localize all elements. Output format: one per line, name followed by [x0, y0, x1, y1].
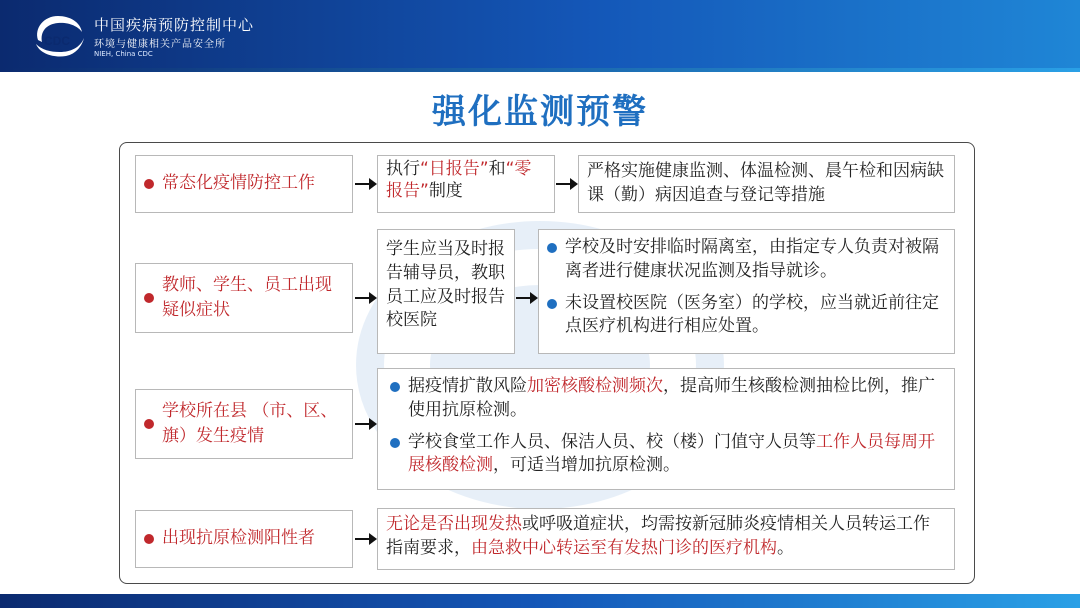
header-band: [0, 0, 1080, 72]
row2-mid-text: 学生应当及时报告辅导员，教职员工应及时报告校医院: [386, 239, 505, 331]
row1-mid-text-c: 和: [488, 159, 506, 179]
row4-right-b: 或呼吸道症状，均需按新冠肺炎疫情相关人员转运工作指南要求，: [386, 514, 930, 558]
red-bullet-icon: [144, 293, 154, 303]
cdc-logo-icon: [30, 10, 88, 62]
row3-bullet-1: [388, 375, 944, 423]
org-name-en: NIEH, China CDC: [94, 50, 153, 58]
row4-right-a: 无论是否出现发热: [386, 514, 522, 534]
row1-left-text: 常态化疫情防控工作: [162, 173, 315, 194]
row3-bullet-2-c: ，可适当增加抗原检测。: [493, 455, 680, 476]
row3-bullet-2-a: 学校食堂工作人员、保洁人员、校（楼）门值守人员等: [408, 431, 816, 452]
row1-right-box: [578, 155, 955, 213]
slide-title: 强化监测预警: [432, 92, 648, 132]
arrow-right-icon: [355, 176, 377, 192]
row1-mid-text-b: “日报告”: [420, 159, 489, 179]
row1-mid-box: [377, 155, 555, 213]
row3-bullet-2: [388, 431, 944, 479]
row4-right-c: 由急救中心转运至有发热门诊的医疗机构: [471, 537, 777, 558]
arrow-right-icon: [556, 176, 578, 192]
red-bullet-icon: [144, 419, 154, 429]
logo-text: CDC: [44, 34, 70, 48]
header-stripe: [0, 68, 1080, 72]
footer-band: [0, 594, 1080, 608]
row2-left-text: 教师、学生、员工出现疑似症状: [162, 275, 332, 320]
row2-left-box: [135, 263, 353, 333]
row1-right-text: 严格实施健康监测、体温检测、晨午检和因病缺课（勤）病因追查与登记等措施: [587, 161, 944, 205]
arrow-right-icon: [355, 531, 377, 547]
blue-bullet-icon: [547, 299, 557, 309]
arrow-right-icon: [516, 290, 538, 306]
blue-bullet-icon: [390, 382, 400, 392]
row3-bullet-2-b: 工作人员每周开展核酸检测: [408, 431, 935, 476]
arrow-right-icon: [355, 290, 377, 306]
row3-left-text: 学校所在县 （市、区、旗）发生疫情: [162, 401, 338, 446]
row2-bullet-2-text: 未设置校医院（医务室）的学校，应当就近前往定点医疗机构进行相应处置。: [565, 292, 939, 337]
blue-bullet-icon: [390, 438, 400, 448]
row2-bullet-2: [545, 292, 946, 340]
row1-left-box: [135, 155, 353, 213]
row2-bullet-1: [545, 236, 946, 284]
org-subtitle: 环境与健康相关产品安全所: [94, 39, 226, 50]
row4-right-box: [377, 508, 955, 570]
row3-left-box: [135, 389, 353, 459]
red-bullet-icon: [144, 179, 154, 189]
row2-mid-box: [377, 229, 515, 354]
row1-mid-text-d: “零报告”: [386, 159, 532, 202]
org-name-cn: 中国疾病预防控制中心: [94, 16, 255, 34]
row4-right-d: 。: [777, 537, 794, 558]
arrow-right-icon: [355, 416, 377, 432]
row2-bullet-1-text: 学校及时安排临时隔离室，由指定专人负责对被隔离者进行健康状况监测及指导就诊。: [565, 237, 939, 281]
row3-right-box: [377, 368, 955, 490]
row2-right-box: [538, 229, 955, 354]
row1-mid-text-a: 执行: [386, 159, 420, 179]
row3-bullet-1-a: 据疫情扩散风险: [408, 376, 527, 396]
row4-left-box: [135, 510, 353, 568]
row3-bullet-1-b: 加密核酸检测频次: [527, 376, 663, 396]
red-bullet-icon: [144, 534, 154, 544]
row3-bullet-1-c: ，提高师生核酸检测抽检比例，推广使用抗原检测。: [408, 376, 935, 420]
blue-bullet-icon: [547, 243, 557, 253]
row1-mid-text-e: 制度: [428, 181, 463, 202]
row4-left-text: 出现抗原检测阳性者: [162, 528, 315, 549]
